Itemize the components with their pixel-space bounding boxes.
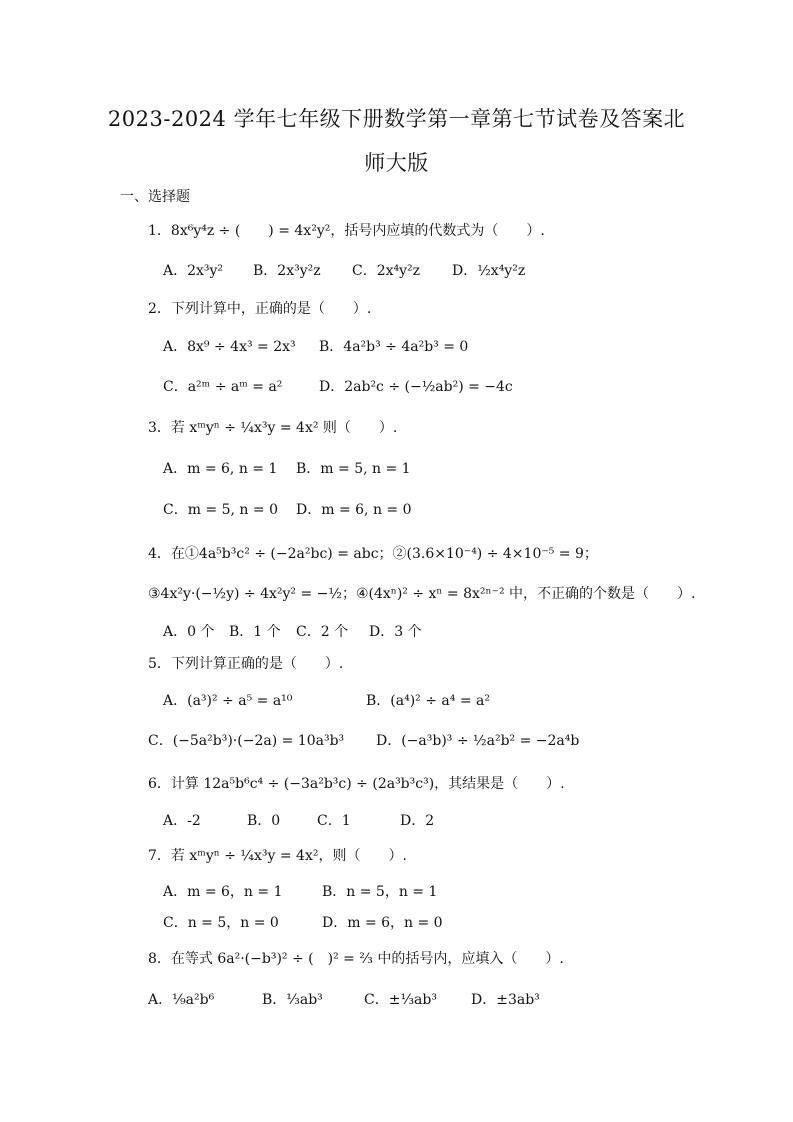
option-b: B．4a²b³ ÷ 4a²b³ = 0: [319, 339, 469, 355]
section-heading: 一、选择题: [120, 189, 190, 205]
question-stem-line-2: ③4x²y·(−½y) ÷ 4x²y² = −½；④(4xⁿ)² ÷ xⁿ = 8x²ⁿ⁻² 中，不正确的个数是（ ）.: [148, 586, 696, 602]
option-d: D．½x⁴y²z: [452, 263, 526, 279]
option-b: B．(a⁴)² ÷ a⁴ = a²: [366, 693, 490, 709]
option-a: A．m = 6, n = 1: [163, 461, 278, 477]
option-a: A．8x⁹ ÷ 4x³ = 2x³: [163, 339, 296, 355]
option-a: A．2x³y²: [163, 263, 224, 279]
question-stem: 7．若 xᵐyⁿ ÷ ¼x³y = 4x²，则（ ）.: [148, 848, 407, 864]
option-b: B．0: [247, 813, 281, 829]
question-stem: 1．8x⁶y⁴z ÷ ( ) = 4x²y²，括号内应填的代数式为（ ）.: [148, 223, 545, 239]
option-a: A．0 个: [163, 624, 215, 640]
option-d: D．(−a³b)³ ÷ ½a²b² = −2a⁴b: [376, 733, 580, 749]
option-b: B．n = 5，n = 1: [322, 884, 438, 900]
option-a: A．-2: [163, 813, 201, 829]
option-a: A．(a³)² ÷ a⁵ = a¹⁰: [163, 693, 293, 709]
option-a: A．m = 6，n = 1: [163, 884, 283, 900]
option-d: D．±3ab³: [471, 992, 540, 1008]
title-line-2: 师大版: [364, 151, 429, 175]
question-stem: 2．下列计算中，正确的是（ ）.: [148, 301, 372, 317]
question-stem: 8．在等式 6a²·(−b³)² ÷ ( )² = ⅔ 中的括号内，应填入（ ）.: [148, 951, 564, 967]
option-d: D．3 个: [369, 624, 422, 640]
option-c: C．2 个: [296, 624, 349, 640]
option-d: D．2ab²c ÷ (−½ab²) = −4c: [319, 379, 513, 395]
option-d: D．m = 6, n = 0: [296, 502, 412, 518]
option-c: C．2x⁴y²z: [352, 263, 421, 279]
option-b: B．2x³y²z: [253, 263, 321, 279]
option-d: D．2: [400, 813, 435, 829]
option-c: C．a²ᵐ ÷ aᵐ = a²: [163, 379, 283, 395]
question-stem: 6．计算 12a⁵b⁶c⁴ ÷ (−3a²b³c) ÷ (2a³b³c³)，其结果是（ ）.: [148, 776, 565, 792]
title-line-1: 2023-2024 学年七年级下册数学第一章第七节试卷及答案北: [107, 107, 686, 131]
option-b: B．m = 5, n = 1: [296, 461, 411, 477]
option-a: A．⅑a²b⁶: [148, 992, 215, 1008]
option-c: C．1: [317, 813, 351, 829]
option-b: B．1 个: [229, 624, 281, 640]
option-c: C．(−5a²b³)·(−2a) = 10a³b³: [148, 733, 345, 749]
question-stem: 3．若 xᵐyⁿ ÷ ¼x³y = 4x² 则（ ）.: [148, 420, 398, 436]
option-c: C．n = 5，n = 0: [163, 915, 279, 931]
question-stem: 5．下列计算正确的是（ ）.: [148, 656, 344, 672]
option-b: B．⅓ab³: [262, 992, 323, 1008]
question-stem-line-1: 4．在①4a⁵b³c² ÷ (−2a²bc) = abc；②(3.6×10⁻⁴) ÷ 4×10⁻⁵ = 9；: [148, 546, 598, 562]
option-c: C．m = 5, n = 0: [163, 502, 278, 518]
option-c: C．±⅓ab³: [364, 992, 437, 1008]
option-d: D．m = 6，n = 0: [322, 915, 443, 931]
